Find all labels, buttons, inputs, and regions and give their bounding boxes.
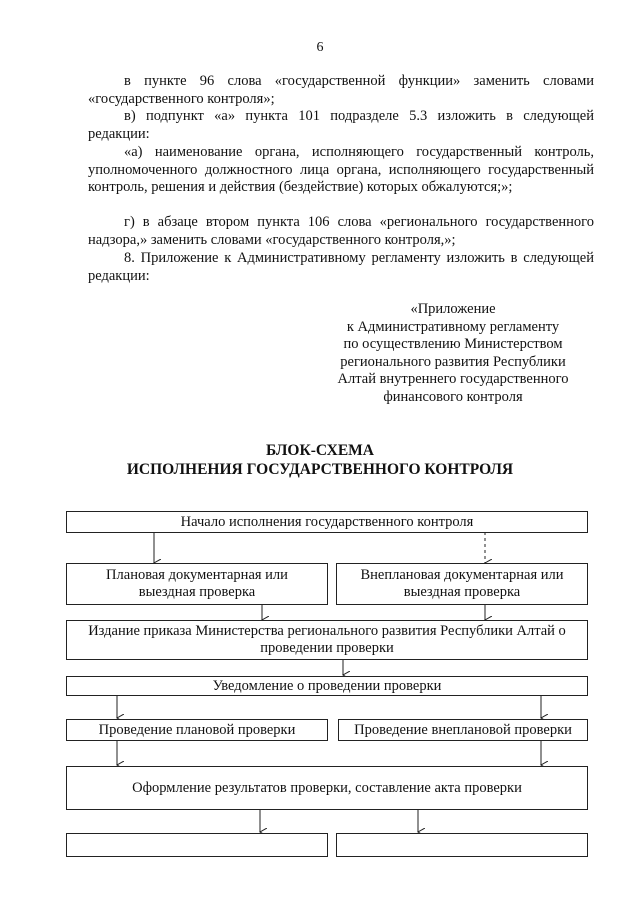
flow-results-label: Оформление результатов проверки, составление акта проверки bbox=[132, 779, 522, 796]
flow-unplanned-type-box bbox=[336, 563, 588, 605]
appendix-caption-line: регионального развития Республики bbox=[340, 353, 566, 370]
appendix-caption-line: финансового контроля bbox=[383, 388, 523, 405]
paragraph-amend-101: в) подпункт «а» пункта 101 подразделе 5.3 изложить в следующей редакции: bbox=[88, 108, 594, 142]
flow-notification-label: Уведомление о проведении проверки bbox=[212, 677, 442, 694]
flow-order-label: Издание приказа Министерства регионального развития Республики Алтай о проведении проверки bbox=[88, 623, 566, 656]
appendix-caption-line: Алтай внутреннего государственного bbox=[337, 371, 569, 387]
flow-results-box bbox=[66, 766, 588, 810]
flow-bottom-right-box bbox=[336, 833, 588, 857]
flow-start-box bbox=[66, 511, 588, 533]
paragraph-amend-96: в пункте 96 слова «государственной функции» заменить словами «государственного контроля»; bbox=[88, 73, 594, 107]
flow-notification-box bbox=[66, 676, 588, 696]
appendix-caption-line: к Административному регламенту bbox=[346, 318, 560, 335]
scheme-title: БЛОК-СХЕМА bbox=[265, 442, 374, 459]
flow-start-label: Начало исполнения государственного контроля bbox=[180, 513, 474, 530]
appendix-caption-line: по осуществлению Министерством bbox=[343, 336, 563, 352]
paragraph-item-8: 8. Приложение к Административному регламенту изложить в следующей редакции: bbox=[88, 250, 594, 284]
paragraph-amend-106: г) в абзаце втором пункта 106 слова «регионального государственного надзора,» заменить словами «государственного контроля,»; bbox=[88, 214, 594, 248]
paragraph-quoted-text: «а) наименование органа, исполняющего государственный контроль, уполномоченного должностного лица органа, исполняющего государственный контроль, решения и действия (бездействие) которых обжалуются;»; bbox=[88, 144, 594, 195]
scheme-subtitle: ИСПОЛНЕНИЯ ГОСУДАРСТВЕННОГО КОНТРОЛЯ bbox=[126, 461, 514, 478]
page-number: 6 bbox=[316, 40, 324, 55]
flow-planned-type-label: Плановая документарная или выездная проверка bbox=[106, 567, 288, 600]
flow-unplanned-check-label: Проведение внеплановой проверки bbox=[354, 721, 572, 738]
flow-unplanned-type-label: Внеплановая документарная или выездная проверка bbox=[360, 567, 564, 600]
flow-planned-check-box bbox=[66, 719, 328, 741]
flow-order-box bbox=[66, 620, 588, 660]
appendix-caption-line: «Приложение bbox=[410, 301, 496, 317]
flow-planned-check-label: Проведение плановой проверки bbox=[98, 721, 296, 738]
flow-bottom-left-box bbox=[66, 833, 328, 857]
flow-unplanned-check-box bbox=[338, 719, 588, 741]
flow-planned-type-box bbox=[66, 563, 328, 605]
